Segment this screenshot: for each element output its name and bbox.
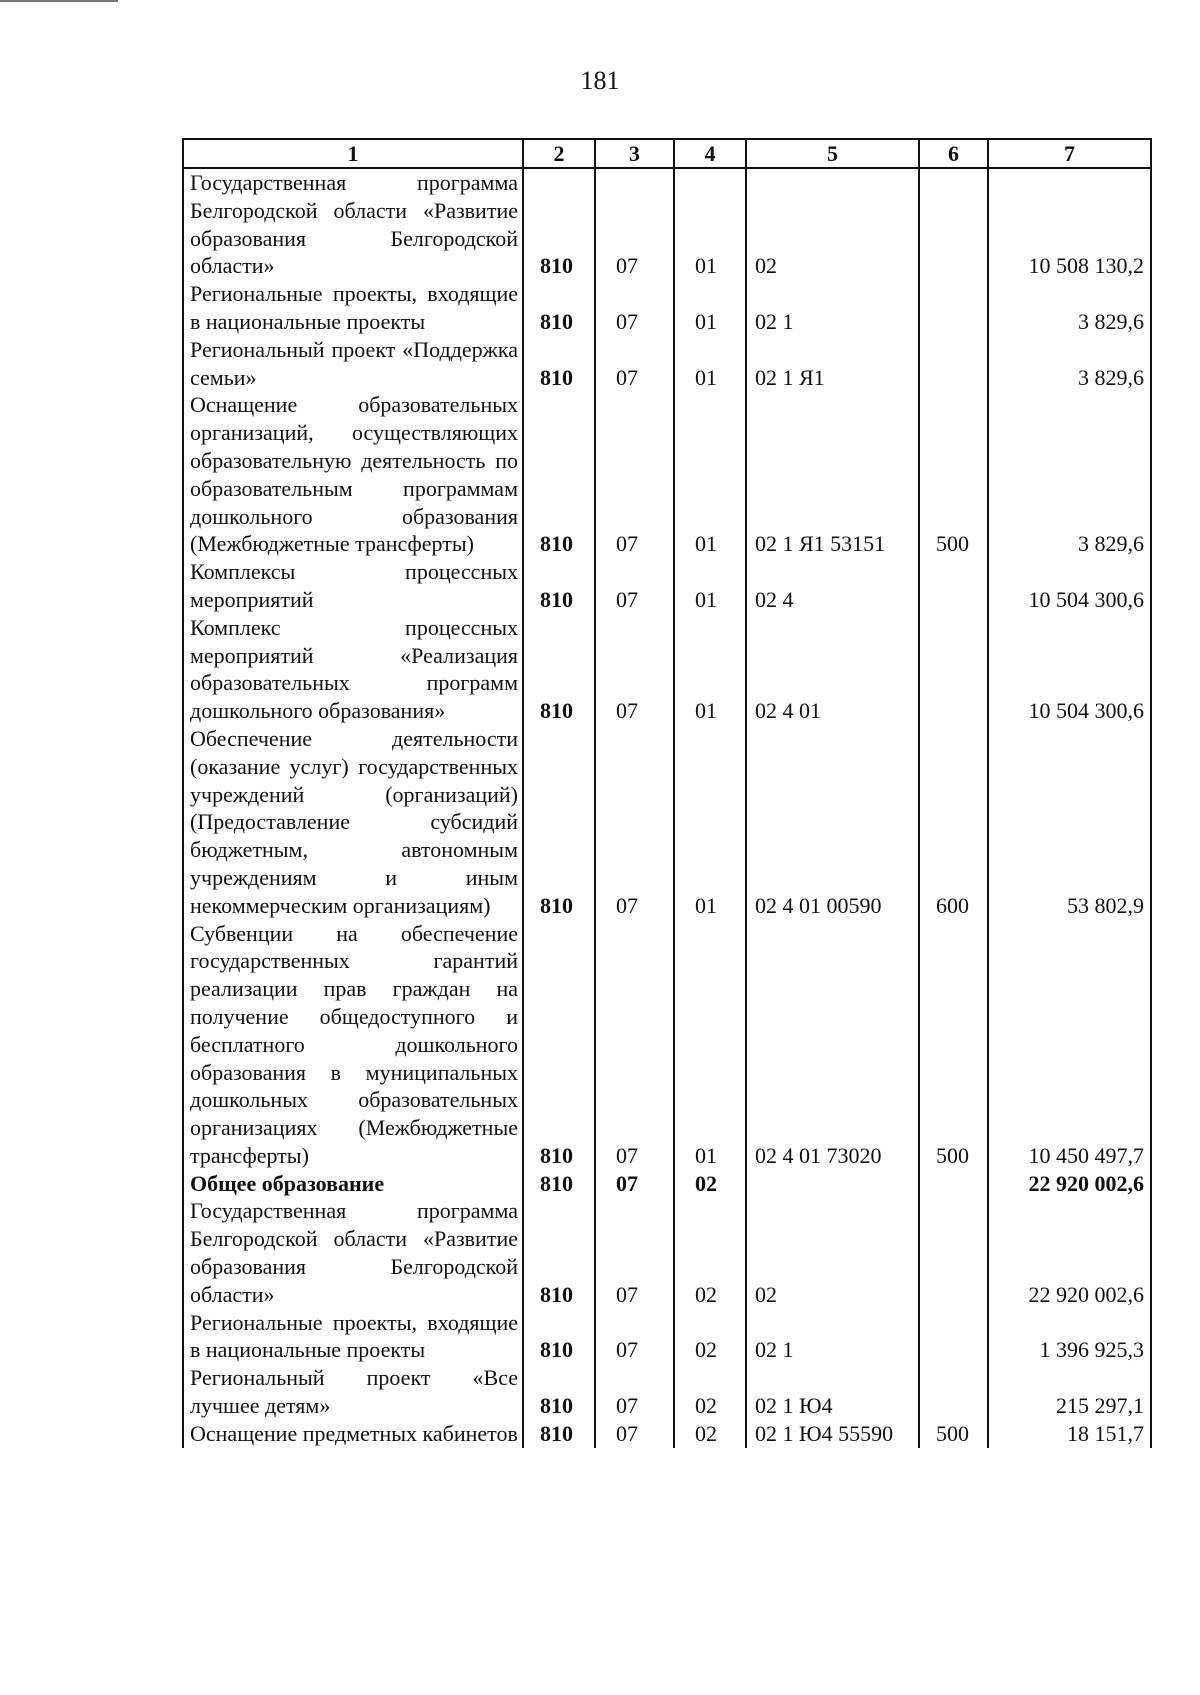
- table-header: [183, 139, 1151, 168]
- amount-cell: 3 829,6: [988, 280, 1151, 336]
- amount-cell: 10 508 130,2: [988, 168, 1151, 280]
- row-name-cell: Региональные проекты, входящие в национальные проекты: [183, 280, 523, 336]
- table-row: [183, 1309, 1151, 1365]
- scan-edge-mark: [0, 0, 118, 5]
- code-cell: 02: [746, 1197, 919, 1308]
- table-row: [183, 1364, 1151, 1420]
- row-name-cell: Государственная программа Белгородской области «Развитие образования Белгородской области»: [183, 1197, 523, 1308]
- code-cell: 810: [523, 725, 595, 920]
- amount-cell: 10 504 300,6: [988, 558, 1151, 614]
- amount-cell: 10 504 300,6: [988, 614, 1151, 725]
- column-header: 3: [595, 139, 674, 168]
- amount-cell: 215 297,1: [988, 1364, 1151, 1420]
- code-cell: 810: [523, 391, 595, 558]
- table-body: [183, 168, 1151, 1448]
- header-row: [183, 139, 1151, 168]
- row-name-cell: Субвенции на обеспечение государственных гарантий реализации прав граждан на получение общедоступного и бесплатного дошкольного образования в муниципальных дошкольных образовательных организациях (Межбюджетные трансферты): [183, 920, 523, 1170]
- code-cell: 02: [674, 1170, 746, 1198]
- code-cell: 01: [674, 336, 746, 392]
- code-cell: 07: [595, 1170, 674, 1198]
- code-cell: 810: [523, 1170, 595, 1198]
- code-cell: 500: [919, 1420, 988, 1448]
- code-cell: 07: [595, 920, 674, 1170]
- page-number: 181: [580, 66, 620, 95]
- code-cell: 02 1 Я1: [746, 336, 919, 392]
- code-cell: 02 1: [746, 280, 919, 336]
- code-cell: 810: [523, 614, 595, 725]
- code-cell: 810: [523, 1309, 595, 1365]
- row-name-cell: Региональный проект «Поддержка семьи»: [183, 336, 523, 392]
- code-cell: 07: [595, 558, 674, 614]
- column-header: 2: [523, 139, 595, 168]
- amount-cell: 53 802,9: [988, 725, 1151, 920]
- table-row: [183, 1420, 1151, 1448]
- amount-cell: 1 396 925,3: [988, 1309, 1151, 1365]
- row-name-cell: Комплекс процессных мероприятий «Реализация образовательных программ дошкольного образования»: [183, 614, 523, 725]
- code-cell: 810: [523, 558, 595, 614]
- code-cell: 01: [674, 920, 746, 1170]
- code-cell: 02 1: [746, 1309, 919, 1365]
- column-header: 6: [919, 139, 988, 168]
- row-name-cell: Оснащение предметных кабинетов: [183, 1420, 523, 1448]
- column-header: 5: [746, 139, 919, 168]
- code-cell: 810: [523, 1364, 595, 1420]
- code-cell: 02 4 01 00590: [746, 725, 919, 920]
- code-cell: 810: [523, 1420, 595, 1448]
- table-row: [183, 336, 1151, 392]
- amount-cell: 3 829,6: [988, 336, 1151, 392]
- amount-cell: 3 829,6: [988, 391, 1151, 558]
- code-cell: 02: [674, 1197, 746, 1308]
- code-cell: [746, 1170, 919, 1198]
- table-row: [183, 725, 1151, 920]
- code-cell: 01: [674, 725, 746, 920]
- row-name-cell: Государственная программа Белгородской области «Развитие образования Белгородской области»: [183, 168, 523, 280]
- amount-cell: 22 920 002,6: [988, 1170, 1151, 1198]
- code-cell: [919, 558, 988, 614]
- code-cell: 02 1 Ю4 55590: [746, 1420, 919, 1448]
- code-cell: 02 1 Ю4: [746, 1364, 919, 1420]
- code-cell: 01: [674, 614, 746, 725]
- table-row: [183, 1170, 1151, 1198]
- row-name-cell: Общее образование: [183, 1170, 523, 1198]
- code-cell: 07: [595, 1420, 674, 1448]
- table-row: [183, 558, 1151, 614]
- amount-cell: 22 920 002,6: [988, 1197, 1151, 1308]
- code-cell: [919, 1309, 988, 1365]
- code-cell: 07: [595, 391, 674, 558]
- code-cell: 07: [595, 168, 674, 280]
- amount-cell: 10 450 497,7: [988, 920, 1151, 1170]
- code-cell: [919, 1197, 988, 1308]
- code-cell: 500: [919, 391, 988, 558]
- table-row: [183, 920, 1151, 1170]
- row-name-cell: Оснащение образовательных организаций, осуществляющих образовательную деятельность по образовательным программам дошкольного образования (Межбюджетные трансферты): [183, 391, 523, 558]
- row-name-cell: Комплексы процессных мероприятий: [183, 558, 523, 614]
- code-cell: 810: [523, 920, 595, 1170]
- code-cell: [919, 1364, 988, 1420]
- code-cell: 02: [674, 1420, 746, 1448]
- code-cell: 500: [919, 920, 988, 1170]
- table-row: [183, 1197, 1151, 1308]
- code-cell: [919, 336, 988, 392]
- budget-table: [182, 138, 1152, 1448]
- code-cell: 07: [595, 614, 674, 725]
- code-cell: 07: [595, 1197, 674, 1308]
- code-cell: 07: [595, 725, 674, 920]
- code-cell: 02 4 01 73020: [746, 920, 919, 1170]
- code-cell: 01: [674, 168, 746, 280]
- code-cell: 02: [674, 1309, 746, 1365]
- code-cell: [919, 614, 988, 725]
- code-cell: 07: [595, 1364, 674, 1420]
- table-row: [183, 614, 1151, 725]
- code-cell: 07: [595, 280, 674, 336]
- code-cell: 01: [674, 280, 746, 336]
- code-cell: 810: [523, 336, 595, 392]
- column-header: 1: [183, 139, 523, 168]
- code-cell: [919, 168, 988, 280]
- code-cell: 01: [674, 558, 746, 614]
- code-cell: 02 1 Я1 53151: [746, 391, 919, 558]
- row-name-cell: Региональный проект «Все лучшее детям»: [183, 1364, 523, 1420]
- row-name-cell: Региональные проекты, входящие в национальные проекты: [183, 1309, 523, 1365]
- code-cell: 02 4: [746, 558, 919, 614]
- code-cell: [919, 280, 988, 336]
- table-row: [183, 168, 1151, 280]
- column-header: 7: [988, 139, 1151, 168]
- row-name-cell: Обеспечение деятельности (оказание услуг) государственных учреждений (организаций) (Предоставление субсидий бюджетным, автономным учреждениям и иным некоммерческим организациям): [183, 725, 523, 920]
- code-cell: 02: [746, 168, 919, 280]
- table-row: [183, 280, 1151, 336]
- table-row: [183, 391, 1151, 558]
- code-cell: 01: [674, 391, 746, 558]
- code-cell: 600: [919, 725, 988, 920]
- amount-cell: 18 151,7: [988, 1420, 1151, 1448]
- code-cell: 07: [595, 1309, 674, 1365]
- code-cell: 810: [523, 168, 595, 280]
- code-cell: 810: [523, 1197, 595, 1308]
- code-cell: 810: [523, 280, 595, 336]
- column-header: 4: [674, 139, 746, 168]
- code-cell: 07: [595, 336, 674, 392]
- code-cell: 02: [674, 1364, 746, 1420]
- code-cell: 02 4 01: [746, 614, 919, 725]
- code-cell: [919, 1170, 988, 1198]
